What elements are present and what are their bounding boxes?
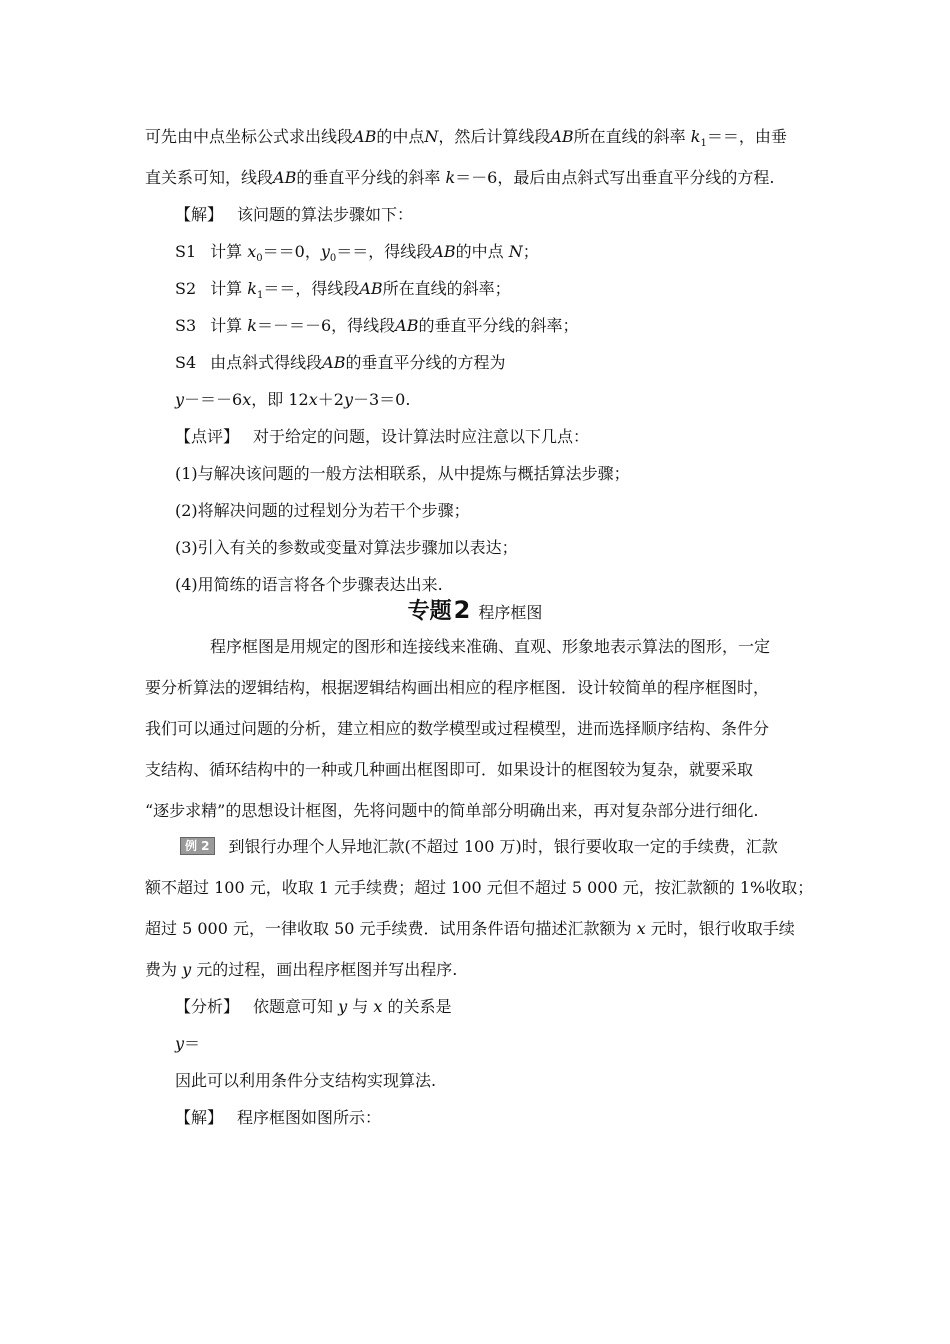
solution-label: 【解】: [175, 1108, 224, 1127]
var-AB: AB: [550, 127, 574, 146]
solution-2-intro: [175, 1107, 381, 1129]
step-tag: S3: [175, 316, 197, 335]
comment-item-3: (3)引入有关的参数或变量对算法步骤加以表达；: [175, 538, 518, 557]
text: 的垂直平分线的斜率: [296, 168, 441, 187]
intro-line-2: [145, 167, 774, 189]
comment-item-1: (1)与解决该问题的一般方法相联系，从中提炼与概括算法步骤；: [175, 464, 630, 483]
text: ＝＝，得线段: [336, 242, 433, 261]
text: 直关系可知，线段: [145, 168, 274, 187]
text: 对于给定的问题，设计算法时应注意以下几点：: [253, 427, 590, 446]
var-N: N: [508, 242, 523, 261]
text: ，即 12: [251, 390, 309, 409]
example-2-line-2: 额不超过 100 元，收取 1 元手续费；超过 100 元但不超过 5 000 元，按汇款额的 1%收取；: [145, 878, 814, 897]
example-2-line-3: [145, 918, 795, 940]
solution-label: 【解】: [175, 205, 224, 224]
analysis-conclusion: 因此可以利用条件分支结构实现算法.: [175, 1071, 437, 1090]
var-AB: AB: [353, 127, 377, 146]
topic-paragraph-line-2: 要分析算法的逻辑结构，根据逻辑结构画出相应的程序框图．设计较简单的程序框图时，: [145, 678, 770, 697]
var-y: y: [175, 390, 185, 409]
step-s4: [175, 352, 505, 374]
step-s2: [175, 278, 511, 307]
text: 的垂直平分线的方程为: [345, 353, 506, 372]
var-x: x: [308, 390, 318, 409]
comment-intro: [175, 426, 589, 448]
step-s1: [175, 241, 539, 270]
var-x: x: [242, 390, 252, 409]
analysis-equation: [175, 1033, 200, 1055]
text: 的中点: [376, 127, 425, 146]
text: 的关系是: [387, 997, 452, 1016]
text: 该问题的算法步骤如下：: [237, 205, 414, 224]
text: 的中点: [455, 242, 504, 261]
var-k: k: [445, 168, 456, 187]
text: ＋2: [317, 390, 344, 409]
text: 计算: [210, 242, 243, 261]
comment-item-4: (4)用简练的语言将各个步骤表达出来.: [175, 575, 443, 594]
text: －＝－6: [184, 390, 243, 409]
text: 的垂直平分线的斜率；: [418, 316, 579, 335]
step-tag: S2: [175, 279, 197, 298]
topic-number: 2: [453, 596, 471, 624]
var-k: k: [690, 127, 701, 146]
step-tag: S4: [175, 353, 197, 372]
var-x: x: [373, 997, 383, 1016]
analysis-intro: [175, 996, 452, 1018]
text: 可先由中点坐标公式求出线段: [145, 127, 354, 146]
text: ＝－6，最后由点斜式写出垂直平分线的方程.: [455, 168, 775, 187]
var-AB: AB: [432, 242, 456, 261]
text: 元的过程，画出程序框图并写出程序.: [196, 960, 458, 979]
step-tag: S1: [175, 242, 197, 261]
topic-paragraph-line-5: “逐步求精”的思想设计框图，先将问题中的简单部分明确出来，再对复杂部分进行细化.: [145, 801, 759, 820]
text: 所在直线的斜率；: [382, 279, 511, 298]
text: 费为: [145, 960, 178, 979]
analysis-label: 【分析】: [175, 997, 240, 1016]
var-x: x: [247, 242, 257, 261]
var-x: x: [636, 919, 646, 938]
text: 到银行办理个人异地汇款(不超过 100 万)时，银行要收取一定的手续费，汇款: [228, 837, 778, 856]
var-AB: AB: [273, 168, 297, 187]
text: 所在直线的斜率: [573, 127, 686, 146]
text: ＝－＝－6，得线段: [256, 316, 396, 335]
perpendicular-bisector-equation: [175, 389, 410, 411]
var-y: y: [182, 960, 192, 979]
text: －3＝0.: [352, 390, 411, 409]
text: 元时，银行收取手续: [650, 919, 795, 938]
var-k: k: [247, 316, 257, 335]
var-AB: AB: [359, 279, 383, 298]
step-s3: [175, 315, 578, 337]
text: ＝＝0，: [262, 242, 321, 261]
example-2-line-1: [180, 836, 778, 858]
var-AB: AB: [395, 316, 419, 335]
subscript: 1: [700, 138, 707, 150]
text: 与: [352, 997, 369, 1016]
text: 计算: [210, 316, 243, 335]
var-k: k: [247, 279, 257, 298]
text: 计算: [210, 279, 243, 298]
text: 依题意可知: [253, 997, 334, 1016]
example-2-line-4: [145, 959, 457, 981]
topic-paragraph-line-3: 我们可以通过问题的分析，建立相应的数学模型或过程模型，进而选择顺序结构、条件分: [145, 719, 770, 738]
comment-item-2: (2)将解决问题的过程划分为若干个步骤；: [175, 501, 470, 520]
comment-label: 【点评】: [175, 427, 240, 446]
topic-2-heading: [0, 594, 950, 625]
solution-1-intro: [175, 204, 413, 226]
topic-title: 专题: [407, 599, 452, 624]
text: ；: [522, 242, 539, 261]
subscript: 0: [256, 253, 263, 265]
text: ＝: [184, 1034, 201, 1053]
intro-line-1: [145, 126, 787, 155]
var-AB: AB: [322, 353, 346, 372]
text: 由点斜式得线段: [210, 353, 323, 372]
text: 程序框图如图所示：: [237, 1108, 382, 1127]
var-y: y: [175, 1034, 185, 1053]
var-y: y: [338, 997, 348, 1016]
var-y: y: [320, 242, 330, 261]
example-badge: 例 2: [180, 837, 215, 855]
text: ＝＝，得线段: [263, 279, 360, 298]
topic-paragraph-line-1: 程序框图是用规定的图形和连接线来准确、直观、形象地表示算法的图形，一定: [210, 637, 771, 656]
var-y: y: [343, 390, 353, 409]
text: ，然后计算线段: [438, 127, 551, 146]
topic-paragraph-line-4: 支结构、循环结构中的一种或几种画出框图即可．如果设计的框图较为复杂，就要采取: [145, 760, 754, 779]
text: 超过 5 000 元，一律收取 50 元手续费．试用条件语句描述汇款额为: [145, 919, 632, 938]
subscript: 1: [256, 290, 264, 302]
var-N: N: [424, 127, 439, 146]
text: ＝＝，由垂: [706, 127, 787, 146]
topic-subtitle: 程序框图: [478, 603, 543, 622]
subscript: 0: [329, 253, 337, 265]
